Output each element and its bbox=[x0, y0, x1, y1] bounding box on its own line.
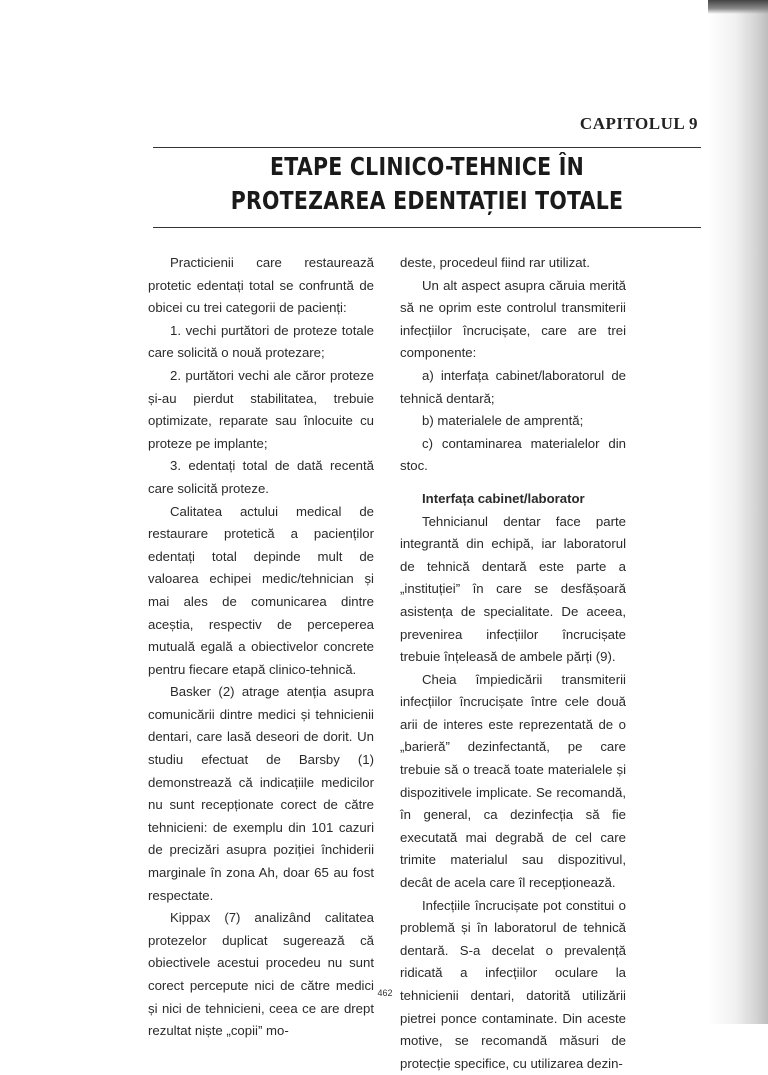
paragraph: Calitatea actului medical de restaurare protetică a pacienților edentați total depinde mult de valoarea echipei medic/tehnician și mai ales de comunicarea dintre aceștia, respectiv de perceperea mutuală egală a obiectivelor concrete pentru fiecare etapă clinico-tehnică. bbox=[148, 503, 374, 677]
paragraph: Infecțiile încrucișate pot constitui o problemă și în laboratorul de tehnică dentară. S-a decelat o prevalență ridicată a infecțiilor oculare la tehnicienii dentari, datorită utilizării pietrei ponce contaminate. Din aceste motive, se recomandă măsuri de protecție specifice, cu utilizarea dezin- bbox=[400, 897, 626, 1071]
page-number: 462 bbox=[377, 988, 393, 998]
title-bottom-rule bbox=[153, 227, 701, 228]
right-text-column bbox=[400, 252, 626, 1075]
chapter-label: CAPITOLUL 9 bbox=[579, 114, 698, 133]
paragraph: Cheia împiedicării transmiterii infecțiilor încrucișate între cele două arii de interes este reprezentată de o „barieră” dezinfectantă, pe care trebuie să o treacă toate materialele și dispozitivele implicate. Se recomandă, în general, ca dezinfecția să fie executată mai degrabă de cel care trimite materialul sau dispozitivul, decât de acela care îl recepționează. bbox=[400, 671, 626, 891]
list-item: 3. edentați total de dată recentă care solicită proteze. bbox=[148, 458, 374, 496]
list-item: c) contaminarea materialelor din stoc. bbox=[400, 435, 626, 474]
paragraph: Kippax (7) analizând calitatea protezelor duplicat sugerează că obiectivele acestui procedeu nu sunt corect percepute nici de către medici și nici de tehnicieni, ceea ce are drept rezultat niște „copii” mo- bbox=[148, 910, 374, 1039]
title-top-rule bbox=[153, 147, 701, 148]
section-heading: Interfața cabinet/laborator bbox=[422, 490, 585, 506]
list-item: b) materialele de amprentă; bbox=[422, 413, 584, 429]
left-text-column bbox=[148, 252, 374, 1043]
page-binding-shadow bbox=[708, 0, 768, 1024]
chapter-title bbox=[202, 150, 651, 218]
paragraph: Basker (2) atrage atenția asupra comunicării dintre medici și tehnicienii dentari, care lasă deseori de dorit. Un studiu efectuat de Barsby (1) demonstrează că indicațiile medicilor nu sunt recepționate corect de către tehnicieni: de exemplu din 101 cazuri de precizări asupra poziției închiderii marginale în zona Ah, doar 65 au fost respectate. bbox=[148, 684, 374, 903]
paragraph: Tehnicianul dentar face parte integrantă din echipă, iar laboratorul de tehnică dentară este parte a „instituției” în care se desfășoară asistența de specialitate. De aceea, prevenirea infecțiilor încrucișate trebuie înțeleasă de ambele părți (9). bbox=[400, 513, 626, 665]
paragraph: Practicienii care restaurează protetic edentați total se confruntă de obicei cu trei categorii de pacienți: bbox=[148, 255, 374, 316]
page-corner-shadow bbox=[708, 0, 768, 14]
list-item: a) interfața cabinet/laboratorul de tehnică dentară; bbox=[400, 367, 626, 406]
list-item: 1. vechi purtători de proteze totale care solicită o nouă protezare; bbox=[148, 322, 374, 361]
paragraph: Un alt aspect asupra căruia merită să ne oprim este controlul transmiterii infecțiilor încrucișate, care are trei componente: bbox=[400, 277, 626, 361]
paragraph-continuation: deste, procedeul fiind rar utilizat. bbox=[400, 255, 590, 270]
chapter-title-line-1: ETAPE CLINICO-TEHNICE ÎN bbox=[269, 152, 585, 181]
list-item: 2. purtători vechi ale căror proteze și-au pierdut stabilitatea, trebuie optimizate, reparate sau înlocuite cu proteze pe implante; bbox=[148, 367, 374, 451]
chapter-title-line-2: PROTEZAREA EDENTAȚIEI TOTALE bbox=[230, 186, 624, 215]
